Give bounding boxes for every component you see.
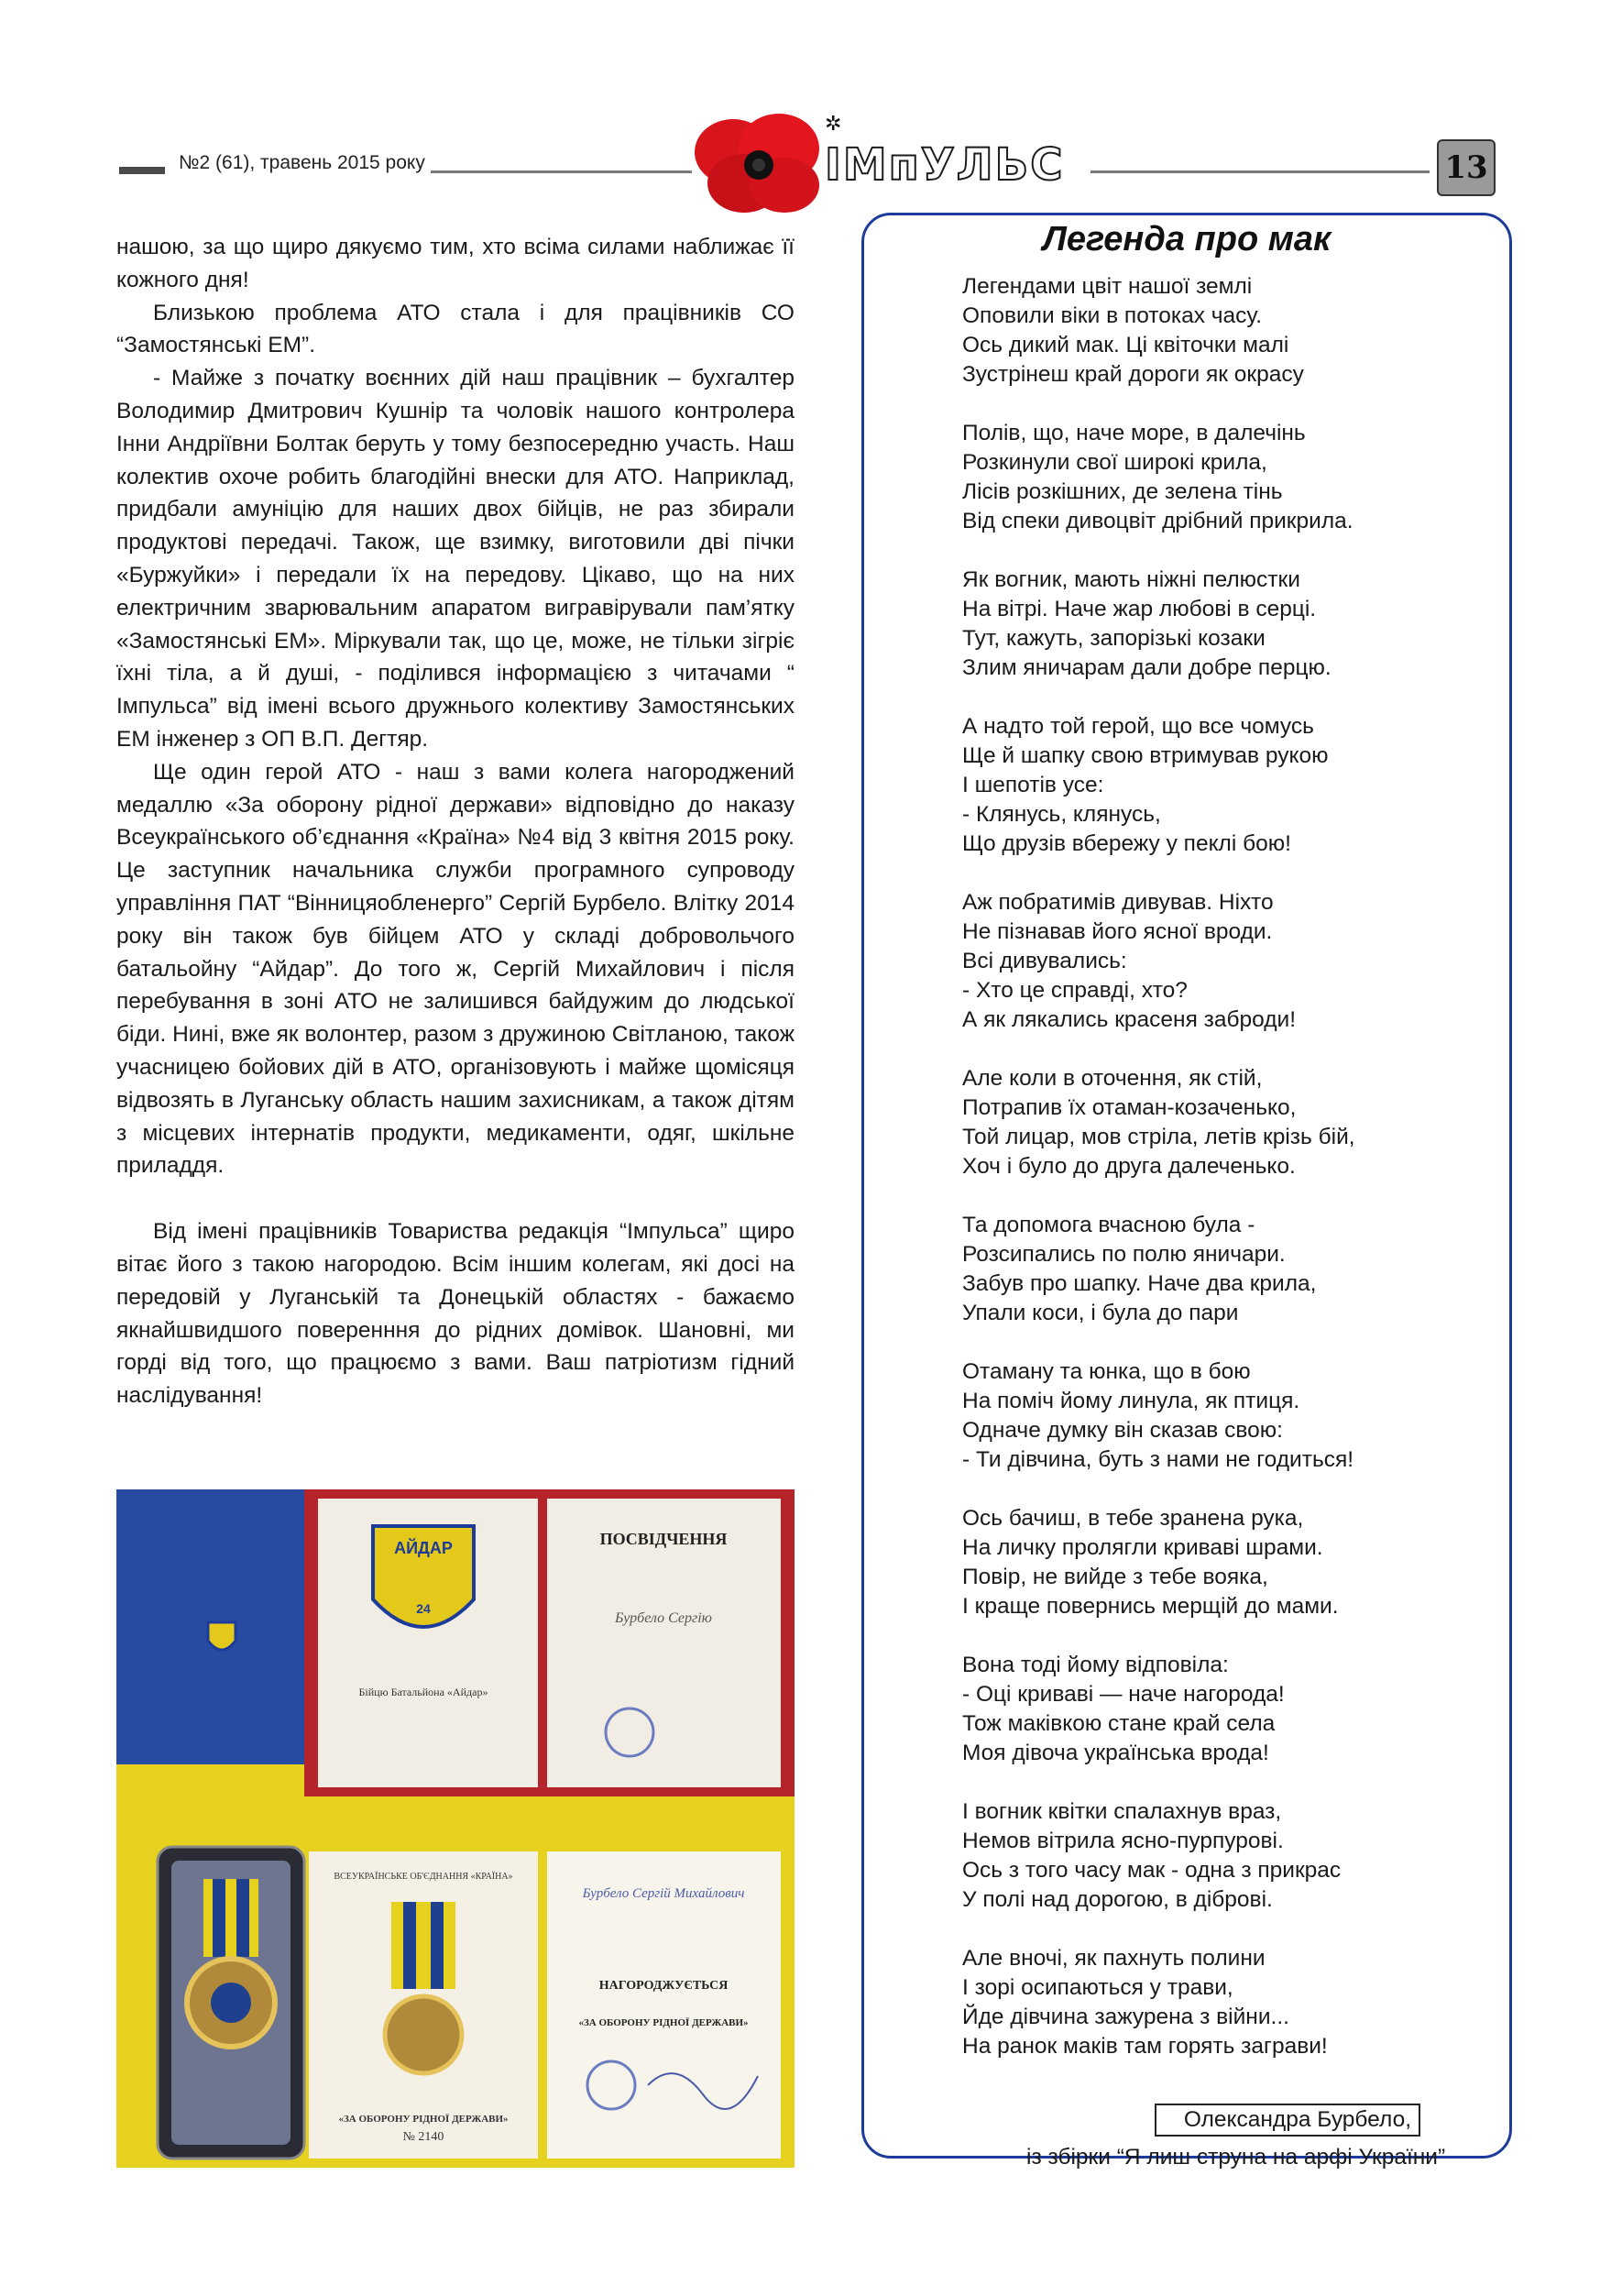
poem-stanza [962,1357,1494,1475]
poem-line: І шепотів усе: [962,773,1104,797]
poem-line: На личку пролягли криваві шрами. [962,1535,1323,1560]
cert2-awarded: НАГОРОДЖУЄТЬСЯ [598,1979,729,1993]
logo-star-icon: ✲ [825,112,842,135]
cert2-org: ВСЕУКРАЇНСЬКЕ ОБ'ЄДНАННЯ «КРАЇНА» [334,1872,513,1882]
poem-line: Але коли в оточення, як стій, [962,1066,1263,1091]
cert2-award: «ЗА ОБОРОНУ РІДНОЇ ДЕРЖАВИ» [578,2017,749,2028]
poem-line: Аж побратимів дивував. Ніхто [962,890,1274,915]
poem-line: Хоч і було до друга далеченько. [962,1154,1296,1179]
article-paragraph: Від імені працівників Товариства редакція “Імпульса” щиро вітає його з такою нагородою. Всім іншим колегам, які досі на передовій у Луганській та Донецькій областях - бажаємо якнайшвидшого поверенння до рідних домівок. Шановні, ми горді від того, що працюємо з вами. Ваш патріотизм гідний наслідування! [116,1219,795,1409]
poem-author: Олександра Бурбело, [1155,2104,1420,2137]
pin-icon [208,1622,236,1650]
poppy-logo-icon [689,108,825,218]
poem-stanza [962,1504,1494,1621]
poem-line: А як лякались красеня заброди! [962,1007,1297,1032]
cert1-caption: Бійцю Батальйона «Айдар» [358,1686,488,1698]
poem-line: Повір, не вийде з тебе вояка, [962,1565,1268,1589]
poem-line: Одначе думку він сказав свою: [962,1418,1283,1443]
cert1-title: ПОСВІДЧЕННЯ [599,1530,728,1548]
article-text [116,231,795,1412]
award-photo [116,1489,795,2168]
header-rule [431,170,692,173]
article-paragraph: нашою, за що щиро дякуємо тим, хто всіма силами наближає її кожного дня! [116,235,795,292]
poem-line: На ранок маків там горять заграви! [962,2034,1328,2059]
poem-line: - Хто це справді, хто? [962,978,1188,1003]
poem-stanza [962,566,1494,683]
poem-line: Зустрінеш край дороги як окрасу [962,362,1304,387]
header-rule-left [119,167,165,174]
page-number: 13 [1437,139,1496,196]
poem-stanza [962,1211,1494,1328]
poem-line: На поміч йому линула, як птиця. [962,1389,1300,1413]
poem-line: Як вогник, мають ніжні пелюстки [962,567,1300,592]
poem-line: Ще й шапку свою втримував рукою [962,743,1329,768]
poem-stanza [962,419,1494,536]
poem-line: Тож маківкою стане край села [962,1711,1276,1736]
poem-line: Але вночі, як пахнуть полини [962,1946,1266,1971]
poem-stanza [962,272,1494,390]
issue-info: №2 (61), травень 2015 року [179,152,425,173]
poem-line: Потрапив їх отаман-козаченько, [962,1095,1297,1120]
poem-line: Немов вітрила ясно-пурпурові. [962,1829,1284,1853]
poem-line: Тут, кажуть, запорізькі козаки [962,626,1266,651]
poem-stanza [962,712,1494,859]
logo-text: ІМпУЛЬС [825,139,1065,191]
poem-title: Легенда про мак [1042,220,1332,258]
poem-line: Злим яничарам дали добре перцю. [962,655,1332,680]
poem-line: А надто той герой, що все чомусь [962,714,1314,739]
poem-line: Моя дівоча українська врода! [962,1741,1269,1765]
poem-stanza [962,888,1494,1035]
aidar-emblem-number: 24 [416,1601,431,1616]
poem-line: Оповили віки в потоках часу. [962,303,1263,328]
poem-stanza [962,1651,1494,1768]
medal-ribbon [203,1879,258,1957]
poem-line: Що друзів вбережу у пеклі бою! [962,831,1291,856]
poem-line: Розкинули свої широкі крила, [962,450,1267,475]
poem-stanza [962,1064,1494,1181]
poem-line: Упали коси, і була до пари [962,1301,1239,1325]
poem-line: На вітрі. Наче жар любові в серці. [962,597,1317,621]
poem-line: Полів, що, наче море, в далечінь [962,421,1306,445]
poem-line: - Оці криваві — наче нагорода! [962,1682,1285,1707]
poem-line: - Ти дівчина, буть з нами не годиться! [962,1447,1354,1472]
poem-body [962,272,1494,2091]
poem-line: І краще повернись мерщій до мами. [962,1594,1339,1619]
poem-line: Легендами цвіт нашої землі [962,274,1253,299]
poem-line: Той лицар, мов стріла, летів крізь бій, [962,1125,1355,1149]
poem-line: Йде дівчина зажурена з війни... [962,2005,1289,2029]
poem-source: із збірки “Я лиш струна на арфі України” [1026,2145,1446,2170]
poem-line: Розсипались по полю яничари. [962,1242,1286,1267]
poem-line: І зорі осипаються у трави, [962,1975,1233,2000]
aidar-emblem-text: АЙДАР [394,1539,453,1557]
article-paragraph: Ще один герой АТО - наш з вами колега нагороджений медаллю «За оборону рідної держави» відповідно до наказу Всеукраїнського об’єднання «Країна» №4 від 3 квітня 2015 року. Це заступник начальника служби програмного супроводу управління ПАТ “Вінницяобленерго” Сергій Бурбело. Влітку 2014 року він також був бійцем АТО у складі добровольчого батальойну “Айдар”. До того ж, Сергій Михайлович і після перебування в зоні АТО не залишився байдужим до людської біди. Нині, вже як волонтер, разом з дружиною Світланою, також учасницею бойових дій в АТО, організовують і майже щомісяця відвозять в Луганську область нашим захисникам, а також дітям з місцевих інтернатів продукти, медикаменти, одяг, шкільне приладдя. [116,759,795,1179]
poem-line: Ось дикий мак. Ці квіточки малі [962,333,1289,357]
poem-line: Всі дивувались: [962,949,1127,973]
poem-line: У полі над дорогою, в діброві. [962,1887,1273,1912]
article-paragraph: - Майже з початку воєнних дій наш працівник – бухгалтер Володимир Дмитрович Кушнір та чоловік нашого контролера Інни Андріївни Болтак беруть у тому безпосередню участь. Наш колектив охоче робить благодійні внески для АТО. Наприклад, придбали амуніцію для наших двох бійців, не раз збирали продуктові передачі. Також, ще взимку, виготовили дві пічки «Буржуйки» і передали їх на передову. Цікаво, що на них електричним зварювальним апаратом вигравірували пам’ятку «Замостянські ЕМ». Міркували так, що це, може, не тільки зігріє їхні тіла, а й душі, - поділився інформацією з читачами “ Імпульса” від імені всього дружнього колективу Замостянських ЕМ інженер з ОП В.П. Дегтяр. [116,366,795,752]
poem-stanza [962,1797,1494,1915]
poem-line: - Клянусь, клянусь, [962,802,1161,827]
poem-line: Отаману та юнка, що в бою [962,1359,1251,1384]
poem-line: Ось бачиш, в тебе зранена рука, [962,1506,1304,1531]
medal-caption: «ЗА ОБОРОНУ РІДНОЇ ДЕРЖАВИ» [338,2114,509,2125]
newspaper-logo [825,112,1090,191]
header-rule [1090,170,1430,173]
poem-line: Від спеки дивоцвіт дрібний прикрила. [962,509,1353,533]
cert1-name: Бурбело Сергію [615,1610,712,1626]
poem-line: Вона тоді йому відповіла: [962,1653,1229,1677]
poem-line: Забув про шапку. Наче два крила, [962,1271,1317,1296]
article-paragraph: Близькою проблема АТО стала і для працівників СО “Замостянські ЕМ”. [116,300,795,358]
cert2-name: Бурбело Сергій Михайлович [582,1886,745,1901]
medal-number: № 2140 [402,2130,444,2144]
poem-line: І вогник квітки спалахнув враз, [962,1799,1282,1824]
poem-stanza [962,1944,1494,2061]
poem-line: Ось з того часу мак - одна з прикрас [962,1858,1342,1883]
poem-line: Не пізнавав його ясної вроди. [962,919,1273,944]
poem-line: Та допомога вчасною була - [962,1213,1255,1237]
poem-line: Лісів розкішних, де зелена тінь [962,479,1283,504]
